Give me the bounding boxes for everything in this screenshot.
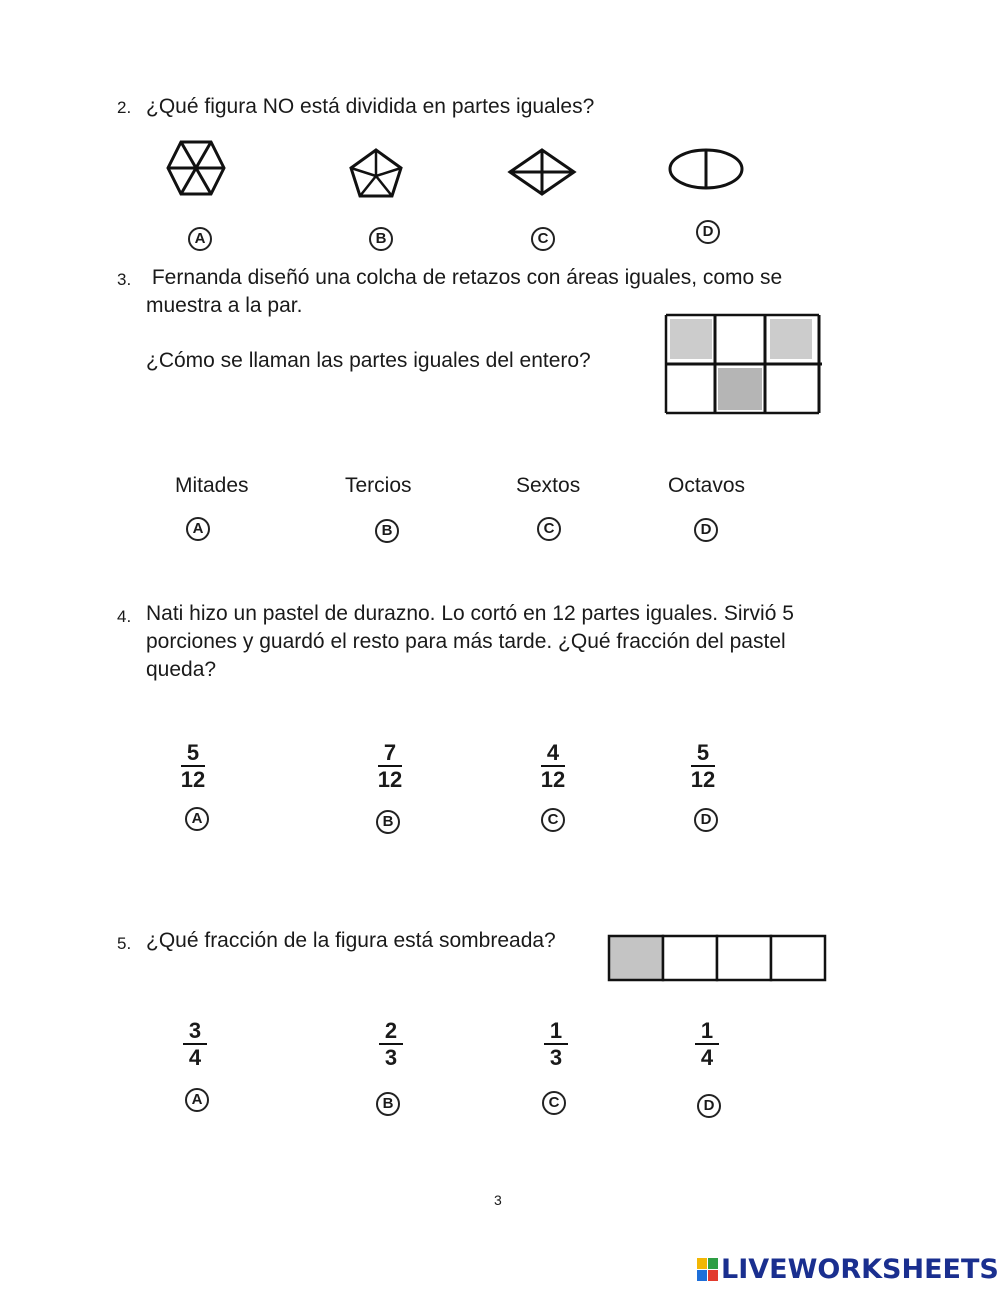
q2-option-a-bubble[interactable]: A xyxy=(188,227,212,251)
hexagon-divided-figure xyxy=(166,140,226,196)
q3-choice-mitades: Mitades xyxy=(175,474,249,497)
logo-blocks-icon xyxy=(697,1258,719,1282)
fraction-bar-part-1 xyxy=(609,936,663,980)
q5-option-a-bubble[interactable]: A xyxy=(185,1088,209,1112)
q5-fraction-d-denominator: 4 xyxy=(700,1045,714,1070)
fraction-bar-figure xyxy=(607,934,827,982)
pentagon-divided-figure xyxy=(349,148,403,198)
q4-fraction-a xyxy=(168,740,218,793)
q3-option-b-bubble[interactable]: B xyxy=(375,519,399,543)
q4-fraction-c-denominator: 12 xyxy=(540,767,566,792)
question-2-text: ¿Qué figura NO está dividida en partes iguales? xyxy=(146,95,595,118)
q5-fraction-a-numerator: 3 xyxy=(183,1019,207,1045)
question-5-number: 5. xyxy=(117,934,132,953)
q4-fraction-b-denominator: 12 xyxy=(377,767,403,792)
q4-option-c-bubble[interactable]: C xyxy=(541,808,565,832)
quilt-cell-r1c1 xyxy=(670,319,712,359)
q3-option-a-bubble[interactable]: A xyxy=(186,517,210,541)
quilt-grid xyxy=(664,313,824,415)
question-3-line-2: muestra a la par. xyxy=(146,294,303,317)
question-4-line-2: porciones y guardó el resto para más tarde. ¿Qué fracción del pastel xyxy=(146,630,786,653)
fraction-bar-part-3 xyxy=(717,936,771,980)
q4-option-a-bubble[interactable]: A xyxy=(185,807,209,831)
q5-fraction-d-numerator: 1 xyxy=(695,1019,719,1045)
q5-fraction-b xyxy=(366,1018,416,1071)
q5-fraction-a xyxy=(170,1018,220,1071)
q5-option-c-bubble[interactable]: C xyxy=(542,1091,566,1115)
q4-fraction-d xyxy=(678,740,728,793)
q4-option-b-bubble[interactable]: B xyxy=(376,810,400,834)
q5-option-d-bubble[interactable]: D xyxy=(697,1094,721,1118)
question-4-number: 4. xyxy=(117,607,132,626)
quilt-cell-r2c2 xyxy=(718,368,762,410)
logo-text: LIVEWORKSHEETS xyxy=(721,1254,999,1285)
q4-fraction-b-numerator: 7 xyxy=(378,741,402,767)
q2-option-b-bubble[interactable]: B xyxy=(369,227,393,251)
rhombus-divided-figure xyxy=(508,148,576,196)
fraction-bar-part-2 xyxy=(663,936,717,980)
question-4-line-3: queda? xyxy=(146,658,217,681)
fraction-bar-part-4 xyxy=(771,936,825,980)
q4-fraction-b xyxy=(365,740,415,793)
quilt-cell-r1c3 xyxy=(770,319,812,359)
q3-option-d-bubble[interactable]: D xyxy=(694,518,718,542)
q4-fraction-a-denominator: 12 xyxy=(180,767,206,792)
q3-choice-tercios: Tercios xyxy=(345,474,412,497)
q2-option-c-bubble[interactable]: C xyxy=(531,227,555,251)
q5-fraction-c-denominator: 3 xyxy=(549,1045,563,1070)
q4-fraction-c xyxy=(528,740,578,793)
question-3-number: 3. xyxy=(117,270,132,289)
q4-fraction-c-numerator: 4 xyxy=(541,741,565,767)
q4-fraction-d-denominator: 12 xyxy=(690,767,716,792)
q5-fraction-b-denominator: 3 xyxy=(384,1045,398,1070)
question-5-text: ¿Qué fracción de la figura está sombreada? xyxy=(146,929,556,952)
question-3-question: ¿Cómo se llaman las partes iguales del entero? xyxy=(146,349,591,372)
q4-option-d-bubble[interactable]: D xyxy=(694,808,718,832)
ellipse-divided-figure xyxy=(668,148,744,190)
q3-choice-octavos: Octavos xyxy=(668,474,746,497)
page-number: 3 xyxy=(494,1192,502,1208)
q4-fraction-a-numerator: 5 xyxy=(181,741,205,767)
q4-fraction-d-numerator: 5 xyxy=(691,741,715,767)
q5-fraction-c xyxy=(531,1018,581,1071)
q5-fraction-c-numerator: 1 xyxy=(544,1019,568,1045)
question-4-line-1: Nati hizo un pastel de durazno. Lo cortó en 12 partes iguales. Sirvió 5 xyxy=(146,602,794,625)
q2-option-d-bubble[interactable]: D xyxy=(696,220,720,244)
q5-fraction-a-denominator: 4 xyxy=(188,1045,202,1070)
q5-option-b-bubble[interactable]: B xyxy=(376,1092,400,1116)
question-2-number: 2. xyxy=(117,98,132,117)
q3-option-c-bubble[interactable]: C xyxy=(537,517,561,541)
question-3-line-1: Fernanda diseñó una colcha de retazos con áreas iguales, como se xyxy=(146,266,783,289)
q3-choice-sextos: Sextos xyxy=(516,474,581,497)
q5-fraction-b-numerator: 2 xyxy=(379,1019,403,1045)
q5-fraction-d xyxy=(682,1018,732,1071)
